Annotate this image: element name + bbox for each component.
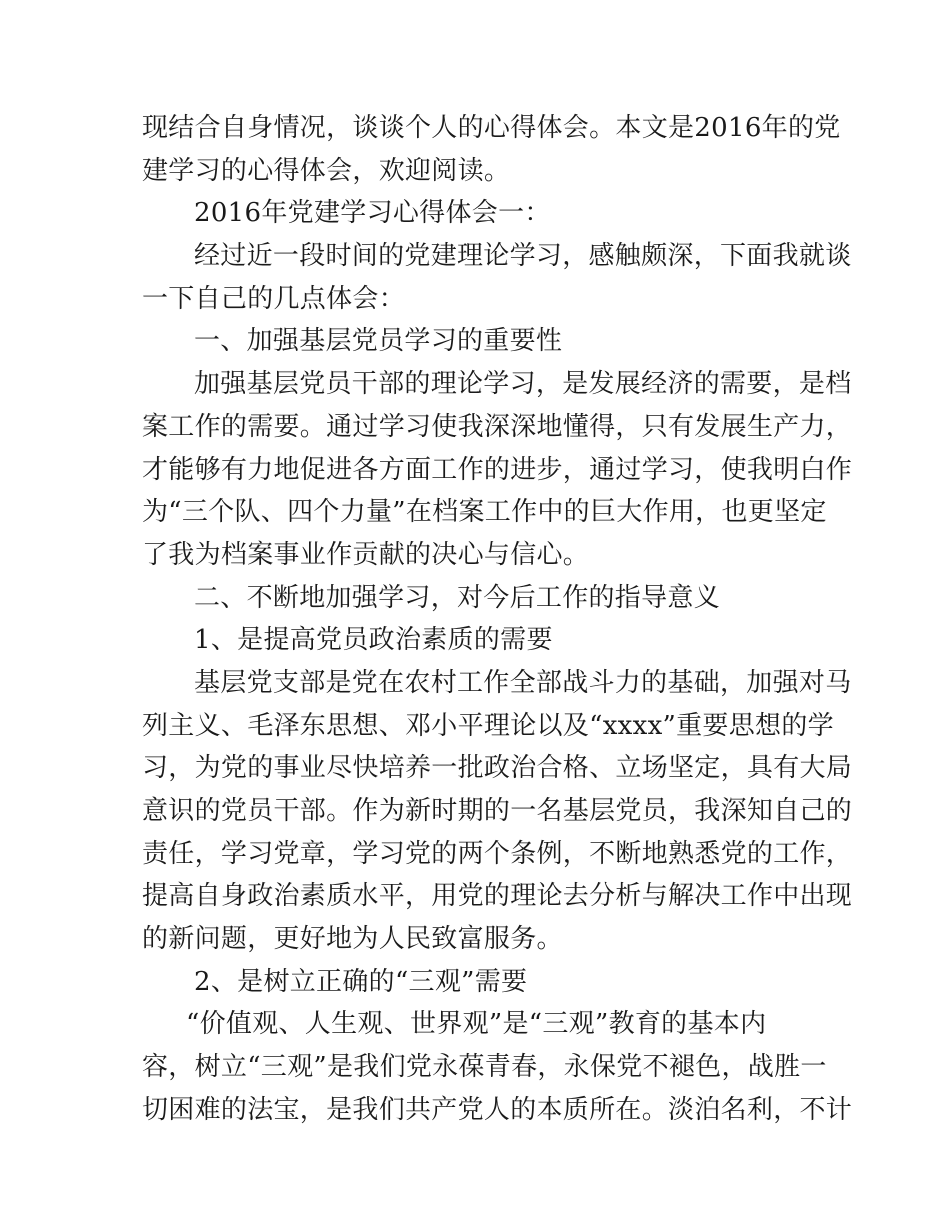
text-line: 提高自身政治素质水平，用党的理论去分析与解决工作中出现 — [142, 881, 853, 912]
text-line: 责任，学习党章，学习党的两个条例，不断地熟悉党的工作， — [142, 838, 853, 869]
document-body — [142, 107, 853, 1132]
text-line: 容，树立“三观”是我们党永葆青春，永保党不褪色，战胜一 — [142, 1052, 827, 1083]
text-line: 基层党支部是党在农村工作全部战斗力的基础，加强对马 — [194, 667, 852, 698]
text-line: 习，为党的事业尽快培养一批政治合格、立场坚定，具有大局 — [142, 753, 853, 784]
section-heading: 二、不断地加强学习，对今后工作的指导意义 — [194, 582, 721, 613]
text-line: 经过近一段时间的党建理论学习，感触颇深，下面我就谈 — [194, 241, 852, 272]
text-line: 了我为档案事业作贡献的决心与信心。 — [142, 539, 590, 570]
text-line: 建学习的心得体会，欢迎阅读。 — [142, 155, 511, 186]
text-line: 现结合自身情况，谈谈个人的心得体会。本文是2016年的党 — [142, 113, 841, 143]
text-line: 意识的党员干部。作为新时期的一名基层党员，我深知自己的 — [142, 796, 853, 826]
text-line: 一下自己的几点体会： — [142, 283, 406, 314]
section-heading: 一、加强基层党员学习的重要性 — [194, 326, 563, 357]
text-line: 才能够有力地促进各方面工作的进步，通过学习，使我明白作 — [142, 454, 853, 485]
text-line: 为“三个队、四个力量”在档案工作中的巨大作用，也更坚定 — [142, 497, 827, 528]
text-line: 的新问题，更好地为人民致富服务。 — [142, 924, 563, 955]
text-line: 列主义、毛泽东思想、邓小平理论以及“xxxx”重要思想的学 — [142, 710, 834, 741]
text-line: “价值观、人生观、世界观”是“三观”教育的基本内 — [186, 1009, 767, 1040]
subsection-heading: 2、是树立正确的“三观”需要 — [194, 966, 528, 997]
section-heading: 2016年党建学习心得体会一： — [194, 198, 551, 229]
subsection-heading: 1、是提高党员政治素质的需要 — [194, 625, 553, 656]
text-line: 加强基层党员干部的理论学习，是发展经济的需要，是档 — [194, 369, 852, 400]
text-line: 切困难的法宝，是我们共产党人的本质所在。淡泊名利，不计 — [142, 1094, 853, 1125]
text-line: 案工作的需要。通过学习使我深深地懂得，只有发展生产力， — [142, 411, 853, 442]
